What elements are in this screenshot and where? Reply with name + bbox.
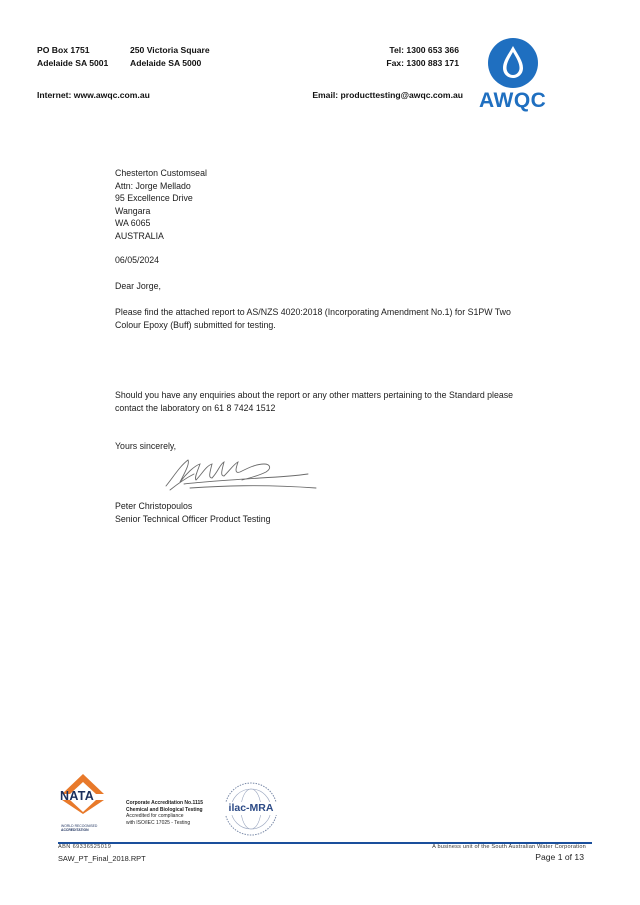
- nata-sub1: WORLD RECOGNISED: [61, 824, 98, 828]
- recipient-street: 95 Excellence Drive: [115, 193, 193, 204]
- corp-accredited: Accredited for compliance: [126, 813, 184, 820]
- water-drop-icon: [487, 37, 539, 89]
- paragraph-enquiries: [115, 389, 555, 414]
- nata-sub: [61, 824, 97, 832]
- recipient-company: Chesterton Customseal: [115, 168, 207, 178]
- street-city: Adelaide SA 5000: [130, 58, 202, 68]
- paragraph-report: [115, 306, 555, 331]
- page-number: Page 1 of 13: [535, 852, 584, 862]
- street-address: 250 Victoria Square: [130, 45, 210, 55]
- signer-block: [115, 500, 271, 525]
- fax: Fax: 1300 883 171: [386, 58, 459, 68]
- recipient-country: AUSTRALIA: [115, 230, 164, 241]
- awqc-logo-text: AWQC: [479, 89, 547, 112]
- website-link[interactable]: Internet: www.awqc.com.au: [37, 90, 150, 100]
- ilac-label: ilac-MRA: [224, 802, 278, 815]
- awqc-logo: [487, 37, 539, 89]
- handwritten-signature-icon: [160, 452, 322, 494]
- corp-accred-number: Corporate Accreditation No.1115: [126, 800, 204, 806]
- paragraph-enquiries-line1: Should you have any enquiries about the report or any other matters pertaining to the Standard please: [115, 390, 514, 400]
- business-unit: A business unit of the South Australian Water Corporation: [432, 844, 586, 850]
- salutation: Dear Jorge,: [115, 281, 161, 291]
- recipient-address: [115, 167, 207, 243]
- po-box: PO Box 1751: [37, 45, 90, 55]
- signature: [160, 452, 322, 494]
- letter-date: 06/05/2024: [115, 255, 160, 265]
- po-city: Adelaide SA 5001: [37, 58, 109, 68]
- corp-iso: with ISO/IEC 17025 - Testing: [126, 819, 191, 826]
- paragraph-enquiries-line2: contact the laboratory on 61 8 7424 1512: [115, 402, 276, 413]
- recipient-state-postcode: WA 6065: [115, 218, 151, 229]
- paragraph-report-line1: Please find the attached report to AS/NZS 4020:2018 (Incorporating Amendment No.1) for S1PW Two: [115, 307, 511, 317]
- corporate-accreditation: [126, 800, 203, 826]
- closing: Yours sincerely,: [115, 441, 177, 451]
- signer-title: Senior Technical Officer Product Testing: [115, 513, 271, 524]
- recipient-attn: Attn: Jorge Mellado: [115, 180, 191, 191]
- signer-name: Peter Christopoulos: [115, 501, 193, 511]
- corp-testing: Chemical and Biological Testing: [126, 806, 203, 813]
- report-filename: SAW_PT_Final_2018.RPT: [58, 854, 146, 863]
- ilac-mra-logo: [222, 780, 280, 838]
- nata-sub2: ACCREDITATION: [61, 828, 89, 833]
- recipient-suburb: Wangara: [115, 205, 151, 216]
- email-link[interactable]: Email: producttesting@awqc.com.au: [312, 90, 463, 100]
- nata-label: NATA: [60, 789, 95, 803]
- nata-logo: [58, 772, 108, 836]
- abn: ABN 69336525019: [58, 844, 112, 850]
- paragraph-report-line2: Colour Epoxy (Buff) submitted for testing.: [115, 319, 276, 330]
- telephone: Tel: 1300 653 366: [389, 45, 459, 55]
